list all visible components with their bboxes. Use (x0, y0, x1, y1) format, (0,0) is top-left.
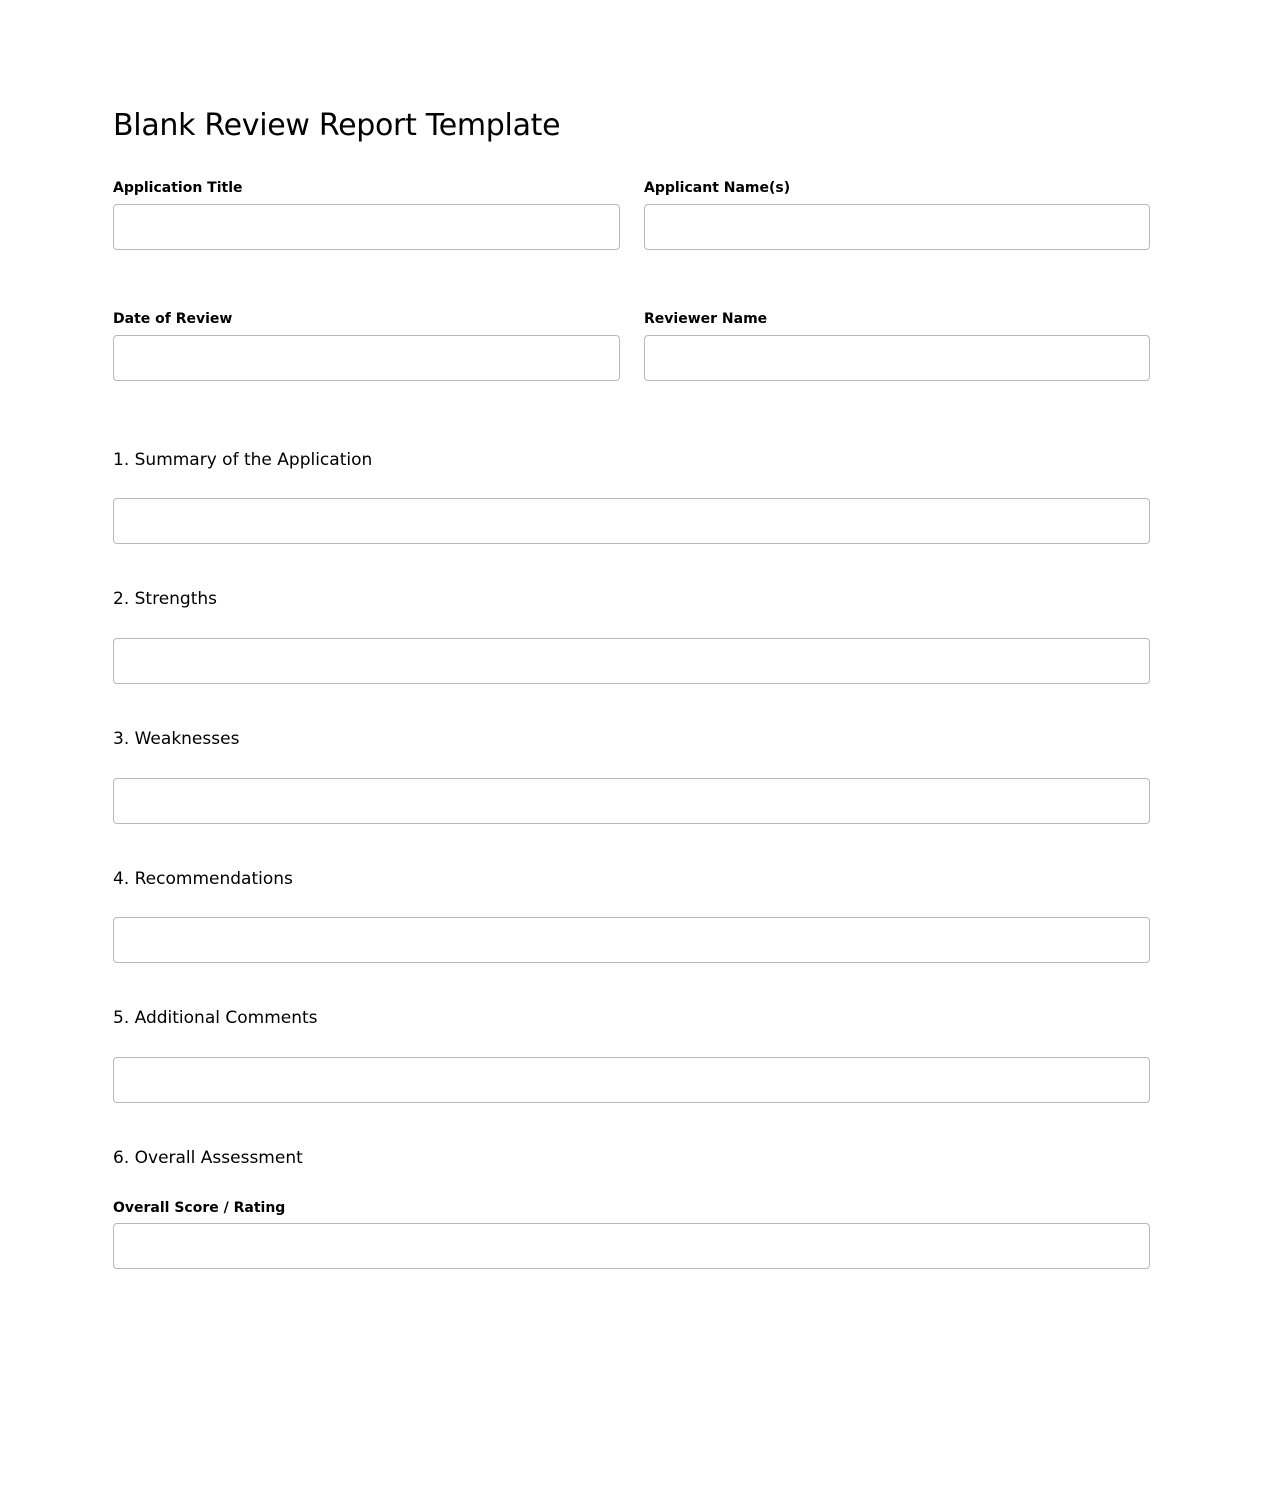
section-strengths-title: 2. Strengths (113, 589, 218, 609)
date-of-review-label: Date of Review (113, 311, 233, 327)
date-of-review-input[interactable] (113, 335, 620, 381)
overall-score-input[interactable] (113, 1223, 1150, 1269)
application-title-label: Application Title (113, 180, 243, 196)
section-weaknesses-title: 3. Weaknesses (113, 729, 240, 749)
applicant-names-label: Applicant Name(s) (644, 180, 791, 196)
section-overall-assessment-title: 6. Overall Assessment (113, 1148, 303, 1168)
section-additional-comments-title: 5. Additional Comments (113, 1008, 318, 1028)
section-recommendations-title: 4. Recommendations (113, 869, 293, 889)
reviewer-name-input[interactable] (644, 335, 1150, 381)
weaknesses-input[interactable] (113, 778, 1150, 824)
reviewer-name-label: Reviewer Name (644, 311, 768, 327)
additional-comments-input[interactable] (113, 1057, 1150, 1103)
applicant-names-input[interactable] (644, 204, 1150, 250)
recommendations-input[interactable] (113, 917, 1150, 963)
application-title-input[interactable] (113, 204, 620, 250)
summary-input[interactable] (113, 498, 1150, 544)
strengths-input[interactable] (113, 638, 1150, 684)
overall-score-label: Overall Score / Rating (113, 1200, 286, 1216)
section-summary-title: 1. Summary of the Application (113, 450, 373, 470)
page-title: Blank Review Report Template (113, 108, 561, 143)
